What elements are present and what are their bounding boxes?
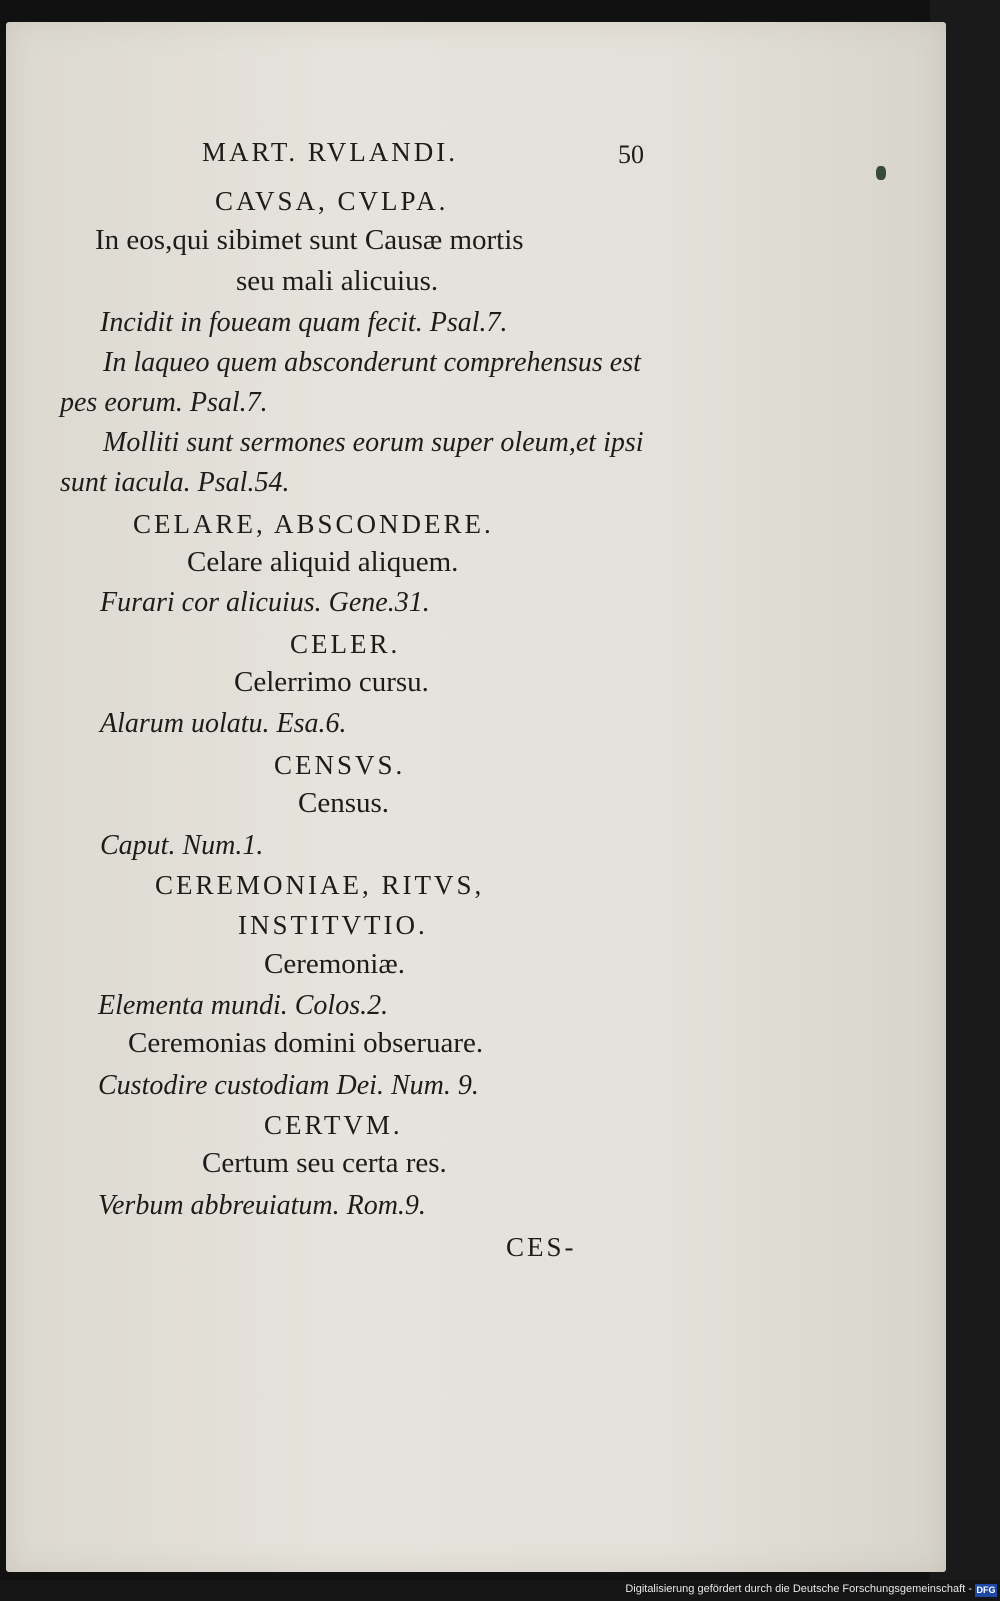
citation-line: sunt iacula. Psal.54. [60, 467, 290, 498]
text-line: Ceremonias domini obseruare. [128, 1027, 484, 1059]
page-number: 50 [618, 140, 644, 169]
citation-line: Furari cor alicuius. Gene.31. [100, 587, 430, 618]
ink-speck [876, 166, 886, 180]
text-line: Certum seu certa res. [202, 1147, 447, 1179]
citation-line: Caput. Num.1. [100, 830, 264, 861]
heading-institutio: INSTITVTIO. [238, 910, 428, 940]
heading-ceremoniae: CEREMONIAE, RITVS, [155, 870, 485, 900]
citation-line: Molliti sunt sermones eorum super oleum,et ipsi [103, 427, 644, 458]
heading-celer: CELER. [290, 629, 401, 659]
running-head-title: MART. RVLANDI. [202, 137, 458, 167]
text-line: seu mali alicuius. [236, 265, 439, 297]
citation-line: Alarum uolatu. Esa.6. [100, 708, 347, 739]
heading-celare: CELARE, ABSCONDERE. [133, 509, 494, 539]
heading-census: CENSVS. [274, 750, 406, 780]
dfg-logo: DFG [976, 1585, 996, 1595]
text-line: Ceremoniæ. [264, 948, 405, 980]
citation-line: Verbum abbreuiatum. Rom.9. [98, 1190, 426, 1221]
citation-line: Incidit in foueam quam fecit. Psal.7. [100, 307, 508, 338]
heading-causa-culpa: CAVSA, CVLPA. [215, 186, 449, 216]
text-line: Celare aliquid aliquem. [187, 546, 459, 578]
text-line: Celerrimo cursu. [234, 666, 429, 698]
citation-line: Custodire custodiam Dei. Num. 9. [98, 1070, 479, 1101]
footer-credit: Digitalisierung gefördert durch die Deutsche Forschungsgemeinschaft - [625, 1583, 972, 1595]
citation-line: Elementa mundi. Colos.2. [98, 990, 389, 1021]
citation-line: pes eorum. Psal.7. [60, 387, 268, 418]
text-line: Census. [298, 787, 390, 819]
heading-certum: CERTVM. [264, 1110, 403, 1140]
citation-line: In laqueo quem absconderunt comprehensus est [103, 347, 641, 378]
catchword: CES- [506, 1232, 577, 1262]
text-line: In eos,qui sibimet sunt Causæ mortis [95, 224, 524, 256]
